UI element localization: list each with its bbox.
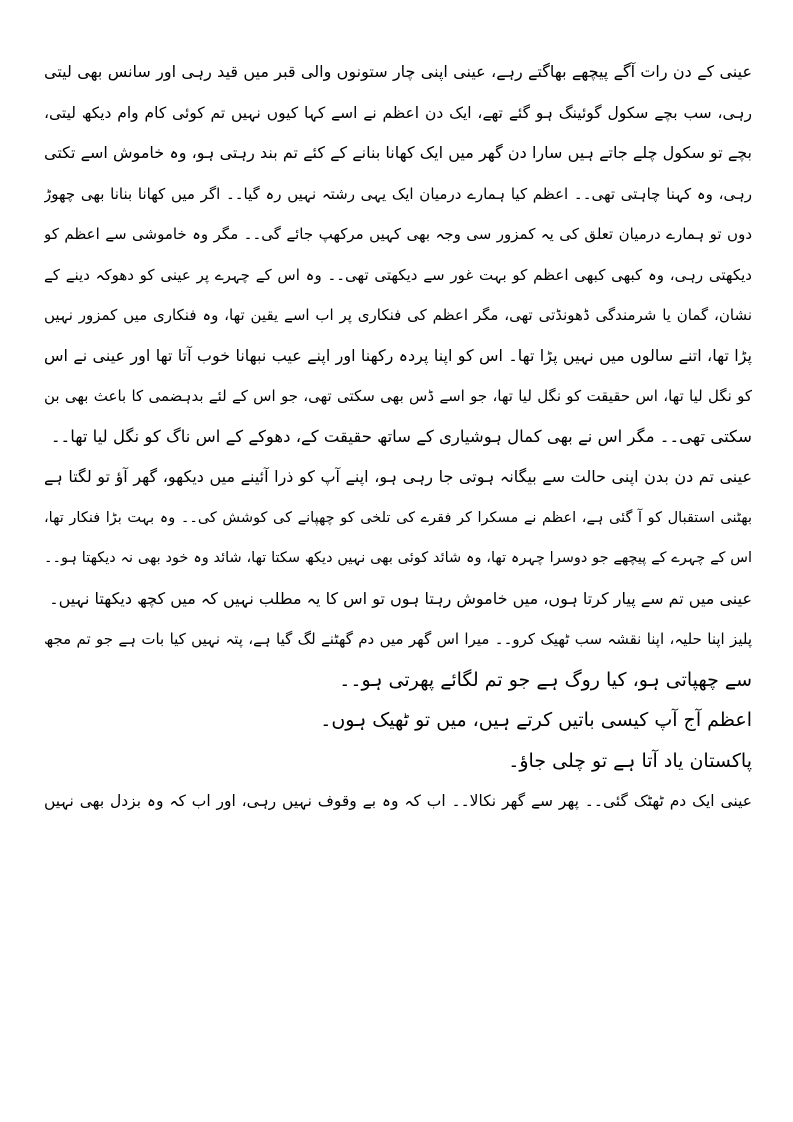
- text-line: دیکھتی رہی، وہ کبھی کبھی اعظم کو بہت غور سے دیکھتی تھی۔۔ وہ اس کے چہرے پر عینی کو دھوکہ دینے کے: [44, 265, 752, 284]
- text-line: عینی تم دن بدن اپنی حالت سے بیگانہ ہوتی جا رہی ہو، اپنے آپ کو ذرا آئینے میں دیکھو، گھر آؤ تو لگتا ہے: [44, 467, 752, 486]
- text-line: اعظم آج آپ کیسی باتیں کرتے ہیں، میں تو ٹھیک ہوں۔: [320, 709, 752, 731]
- text-line: پلیز اپنا حلیہ، اپنا نقشہ سب ٹھیک کرو۔۔ میرا اس گھر میں دم گھٹنے لگ گیا ہے، پتہ نہیں کیا بات ہے جو تم مجھ: [44, 630, 752, 648]
- text-line: نشان، گمان یا شرمندگی ڈھونڈتی تھی، مگر اعظم کی فنکاری پر اب اسے یقین تھا، وہ فنکاری میں کمزور نہیں: [44, 306, 752, 324]
- text-line: سے چھپاتی ہو، کیا روگ ہے جو تم لگائے پھرتی ہو۔۔: [339, 668, 752, 691]
- text-line: پڑا تھا، اتنے سالوں میں نہیں پڑا تھا۔ اس کو اپنا پردہ رکھنا اور اپنے عیب نبھانا خوب آتا تھا اور عینی نے اس: [44, 345, 752, 365]
- text-line: رہی، وہ کہنا چاہتی تھی۔۔ اعظم کیا ہمارے درمیان ایک یہی رشتہ نہیں رہ گیا۔۔ اگر میں کھانا بنانا بھی چھوڑ: [44, 184, 752, 203]
- text-line: پاکستان یاد آتا ہے تو چلی جاؤ۔: [508, 749, 752, 772]
- text-line: اس کے چہرے کے پیچھے جو دوسرا چہرہ تھا، وہ شائد کوئی بھی نہیں دیکھ سکتا تھا، شائد وہ خود بھی نہ دیکھتا ہو۔۔: [44, 550, 752, 566]
- text-line: عینی کے دن رات آگے پیچھے بھاگتے رہے، عینی اپنی چار ستونوں والی قبر میں قید رہی اور سانس بھی لیتی: [44, 62, 752, 81]
- text-line: سکتی تھی۔۔ مگر اس نے بھی کمال ہوشیاری کے ساتھ حقیقت کے، دھوکے کے اس ناگ کو نگل لیا تھا۔۔: [50, 426, 752, 446]
- text-line: بچے تو سکول چلے جاتے ہیں سارا دن گھر میں ایک کھانا بنانے کے کئے تم بند رہتی ہو، وہ خاموش اسے تکتی: [44, 143, 752, 162]
- text-line: دوں تو ہمارے درمیان تعلق کی یہ کمزور سی وجہ بھی کہیں مرکھپ جائے گی۔۔ مگر وہ خاموشی سے اعظم کو: [44, 225, 752, 243]
- urdu-text-page: [44, 52, 752, 822]
- text-line: بھٹنی استقبال کو آ گئی ہے، اعظم نے مسکرا کر فقرے کی تلخی کو چھپانے کی کوشش کی۔۔ وہ بہت بڑا فنکار تھا،: [44, 509, 752, 526]
- text-line: عینی ایک دم ٹھٹک گئی۔۔ پھر سے گھر نکالا۔۔ اب کہ وہ بے وقوف نہیں رہی، اور اب کہ وہ بزدل بھی نہیں: [44, 792, 752, 810]
- text-line: عینی میں تم سے پیار کرتا ہوں، میں خاموش رہتا ہوں تو اس کا یہ مطلب نہیں کہ میں کچھ دیکھتا نہیں۔: [49, 588, 752, 608]
- text-line: رہی، سب بچے سکول گوئینگ ہو گئے تھے، ایک دن اعظم نے اسے کہا کیوں نہیں تم کوئی کام وام دیکھ لیتی،: [44, 103, 752, 122]
- text-line: کو نگل لیا تھا، اس حقیقت کو نگل لیا تھا، جو اسے ڈس بھی سکتی تھی، جو اس کے لئے بدہضمی کا باعث بھی بن: [44, 387, 752, 405]
